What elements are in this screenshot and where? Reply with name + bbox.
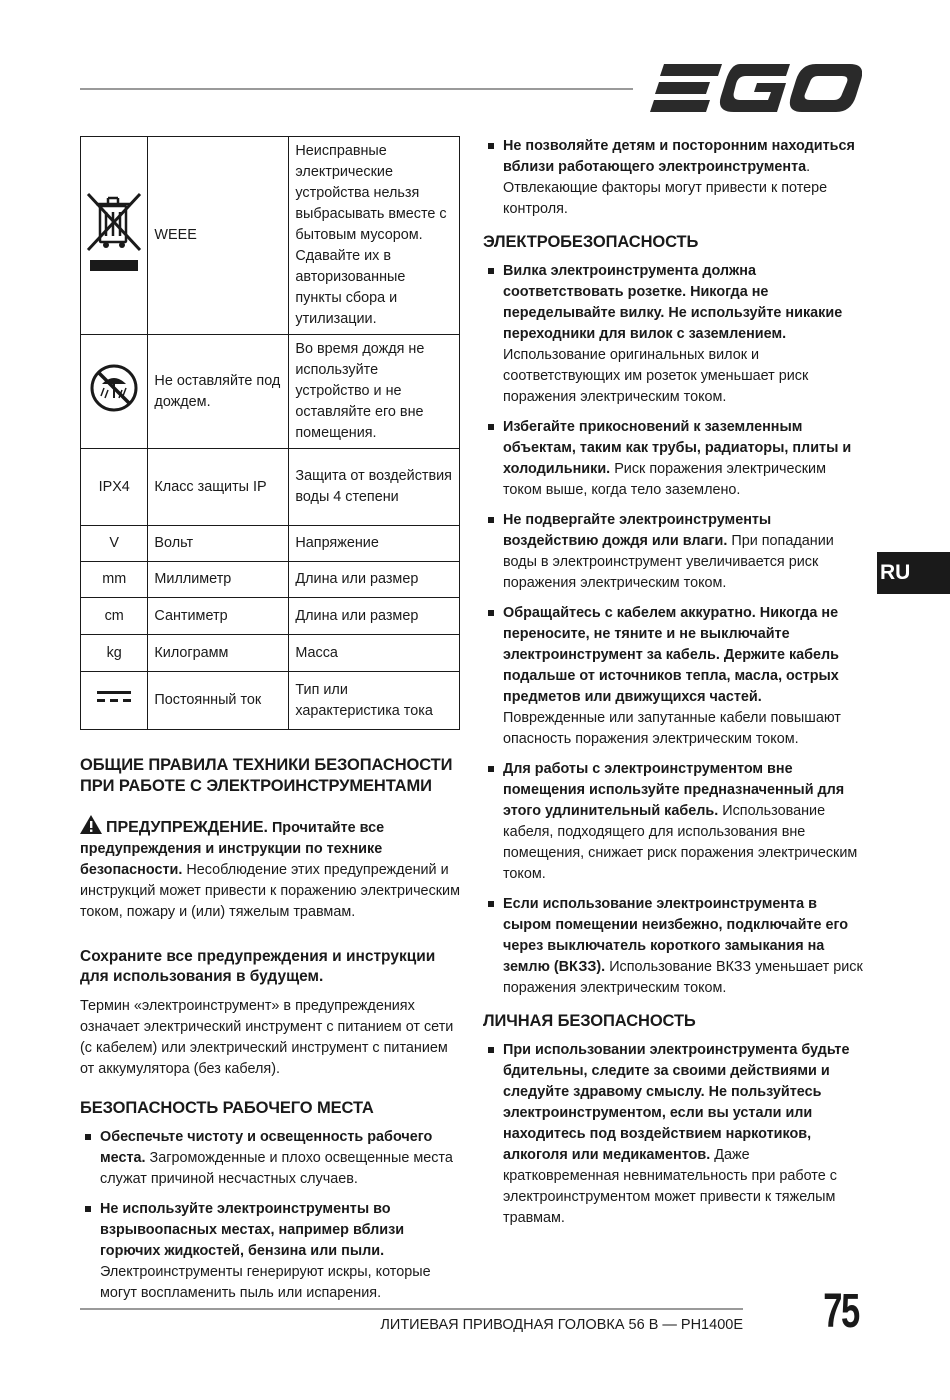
symbol-cell — [81, 672, 148, 730]
list-item — [80, 1127, 460, 1190]
item-bold: Обращайтесь с кабелем аккуратно. Никогда не переносите, не тяните и не выключайте электроинструмент за кабель. Держите кабель подальше от источников тепла, масла, острых предметов или движущихся частей. — [503, 605, 840, 705]
warning-label: ПРЕДУПРЕЖДЕНИЕ. — [106, 819, 268, 836]
symbol-description: Длина или размер — [289, 598, 460, 635]
symbol-name: WEEE — [148, 137, 289, 335]
warning-bold-text: Прочитайте все предупреждения и инструкции по технике безопасности. — [80, 820, 385, 878]
table-row — [81, 526, 460, 562]
ego-logo — [650, 64, 862, 112]
right-column — [483, 136, 863, 1238]
footer-title: ЛИТИЕВАЯ ПРИВОДНАЯ ГОЛОВКА 56 В — PH1400E — [380, 1317, 743, 1333]
table-row — [81, 449, 460, 526]
symbol-name: Сантиметр — [148, 598, 289, 635]
item-bold: При использовании электроинструмента будьте бдительны, следите за своими действиями и следуйте здравому смыслу. Не пользуйтесь электроинструментом, если вы устали или находитесь под воздействием наркотиков, алкоголя или медикаментов. — [503, 1042, 850, 1163]
item-text: Загроможденные и плохо освещенные места служат причиной несчастных случаев. — [100, 1150, 453, 1187]
list-item — [483, 894, 863, 999]
weee-crossed-bin-icon — [84, 188, 144, 276]
footer-rule — [80, 1308, 743, 1310]
personal-safety-heading: ЛИЧНАЯ БЕЗОПАСНОСТЬ — [483, 1012, 696, 1030]
symbol-text: mm — [81, 562, 148, 598]
symbol-cell — [81, 335, 148, 449]
no-rain-icon — [88, 362, 140, 414]
save-instructions-heading: Сохраните все предупреждения и инструкции для использования в будущем. — [80, 948, 436, 985]
symbol-cell — [81, 137, 148, 335]
table-row — [81, 562, 460, 598]
list-item — [483, 603, 863, 750]
personal-safety-list — [483, 1040, 863, 1229]
symbol-description: Масса — [289, 635, 460, 672]
symbol-name: Класс защиты IP — [148, 449, 289, 526]
symbol-text: kg — [81, 635, 148, 672]
item-text: Электроинструменты генерируют искры, которые могут воспламенить пыль или испарения. — [100, 1264, 431, 1301]
symbols-table — [80, 136, 460, 730]
work-area-list — [80, 1127, 460, 1304]
electrical-safety-list — [483, 261, 863, 999]
list-item — [483, 261, 863, 408]
item-bold: Избегайте прикосновений к заземленным объектам, таким как трубы, радиаторы, плиты и холодильники. — [503, 419, 852, 477]
symbol-name: Вольт — [148, 526, 289, 562]
item-text: При попадании воды в электроинструмент увеличивается риск поражения электрическим током. — [503, 533, 834, 591]
item-text: . Отвлекающие факторы могут привести к потере контроля. — [503, 159, 828, 217]
item-text: Использование кабеля, подходящего для использования вне помещения, снижает риск поражения электрическим током. — [503, 803, 858, 882]
list-item — [483, 759, 863, 885]
symbol-description: Длина или размер — [289, 562, 460, 598]
symbol-text: IPX4 — [81, 449, 148, 526]
page-number: 75 — [823, 1285, 859, 1338]
item-text: Использование ВКЗЗ уменьшает риск поражения электрическим током. — [503, 959, 863, 996]
header-rule — [80, 88, 633, 90]
list-item — [80, 1199, 460, 1304]
item-bold: Не подвергайте электроинструменты воздействию дождя или влаги. — [503, 512, 772, 549]
list-item — [483, 136, 863, 220]
item-bold: Не позволяйте детям и посторонним находиться вблизи работающего электроинструмента — [503, 138, 855, 175]
term-definition: Термин «электроинструмент» в предупреждениях означает электрический инструмент с питанием от сети (с кабелем) или электрический инструмент с питанием от аккумулятора (без кабеля). — [80, 998, 454, 1077]
table-row — [81, 672, 460, 730]
symbol-name: Килограмм — [148, 635, 289, 672]
item-bold: Для работы с электроинструментом вне помещения используйте предназначенный для этого удлинительный кабель. — [503, 761, 845, 819]
item-text: Поврежденные или запутанные кабели повышают опасность поражения электрическим током. — [503, 710, 841, 747]
language-tab: RU — [877, 552, 950, 594]
symbol-description: Неисправные электрические устройства нельзя выбрасывать вместе с бытовым мусором. Сдавайте их в авторизованные пункты сбора и утилизации. — [289, 137, 460, 335]
item-bold: Вилка электроинструмента должна соответствовать розетке. Никогда не переделывайте вилку. Не используйте никакие переходники для вилок с заземлением. — [503, 263, 843, 342]
symbol-description: Защита от воздействия воды 4 степени — [289, 449, 460, 526]
left-column — [80, 136, 460, 1313]
symbol-name: Миллиметр — [148, 562, 289, 598]
list-item — [483, 417, 863, 501]
list-item — [483, 510, 863, 594]
symbol-name: Не оставляйте под дождем. — [148, 335, 289, 449]
work-area-heading: БЕЗОПАСНОСТЬ РАБОЧЕГО МЕСТА — [80, 1099, 374, 1117]
table-row — [81, 137, 460, 335]
symbol-description: Во время дождя не используйте устройство и не оставляйте его вне помещения. — [289, 335, 460, 449]
symbol-text: V — [81, 526, 148, 562]
work-area-list-continued — [483, 136, 863, 220]
symbol-description: Напряжение — [289, 526, 460, 562]
general-safety-heading: ОБЩИЕ ПРАВИЛА ТЕХНИКИ БЕЗОПАСНОСТИ ПРИ РАБОТЕ С ЭЛЕКТРОИНСТРУМЕНТАМИ — [80, 756, 453, 795]
electrical-safety-heading: ЭЛЕКТРОБЕЗОПАСНОСТЬ — [483, 233, 699, 251]
warning-text: Несоблюдение этих предупреждений и инструкций может привести к поражению электрическим током, пожару и (или) тяжелым травмам. — [80, 862, 460, 920]
table-row — [81, 635, 460, 672]
item-bold: Если использование электроинструмента в сыром помещении неизбежно, подключайте его через выключатель короткого замыкания на землю (ВКЗЗ). — [503, 896, 849, 975]
table-row — [81, 598, 460, 635]
symbol-name: Постоянный ток — [148, 672, 289, 730]
direct-current-icon — [96, 689, 132, 705]
warning-block — [80, 815, 460, 923]
item-text: Использование оригинальных вилок и соответствующих им розеток уменьшает риск поражения электрическим током. — [503, 347, 809, 405]
table-row — [81, 335, 460, 449]
item-bold: Обеспечьте чистоту и освещенность рабочего места. — [100, 1129, 433, 1166]
symbol-text: cm — [81, 598, 148, 635]
item-bold: Не используйте электроинструменты во взрывоопасных местах, например вблизи горючих жидкостей, бензина или пыли. — [100, 1201, 405, 1259]
item-text: Даже кратковременная невнимательность при работе с электроинструментом может привести к тяжелым травмам. — [503, 1147, 837, 1226]
symbol-description: Тип или характеристика тока — [289, 672, 460, 730]
list-item — [483, 1040, 863, 1229]
warning-triangle-icon — [80, 815, 102, 834]
item-text: Риск поражения электрическим током выше, когда тело заземлено. — [503, 461, 826, 498]
